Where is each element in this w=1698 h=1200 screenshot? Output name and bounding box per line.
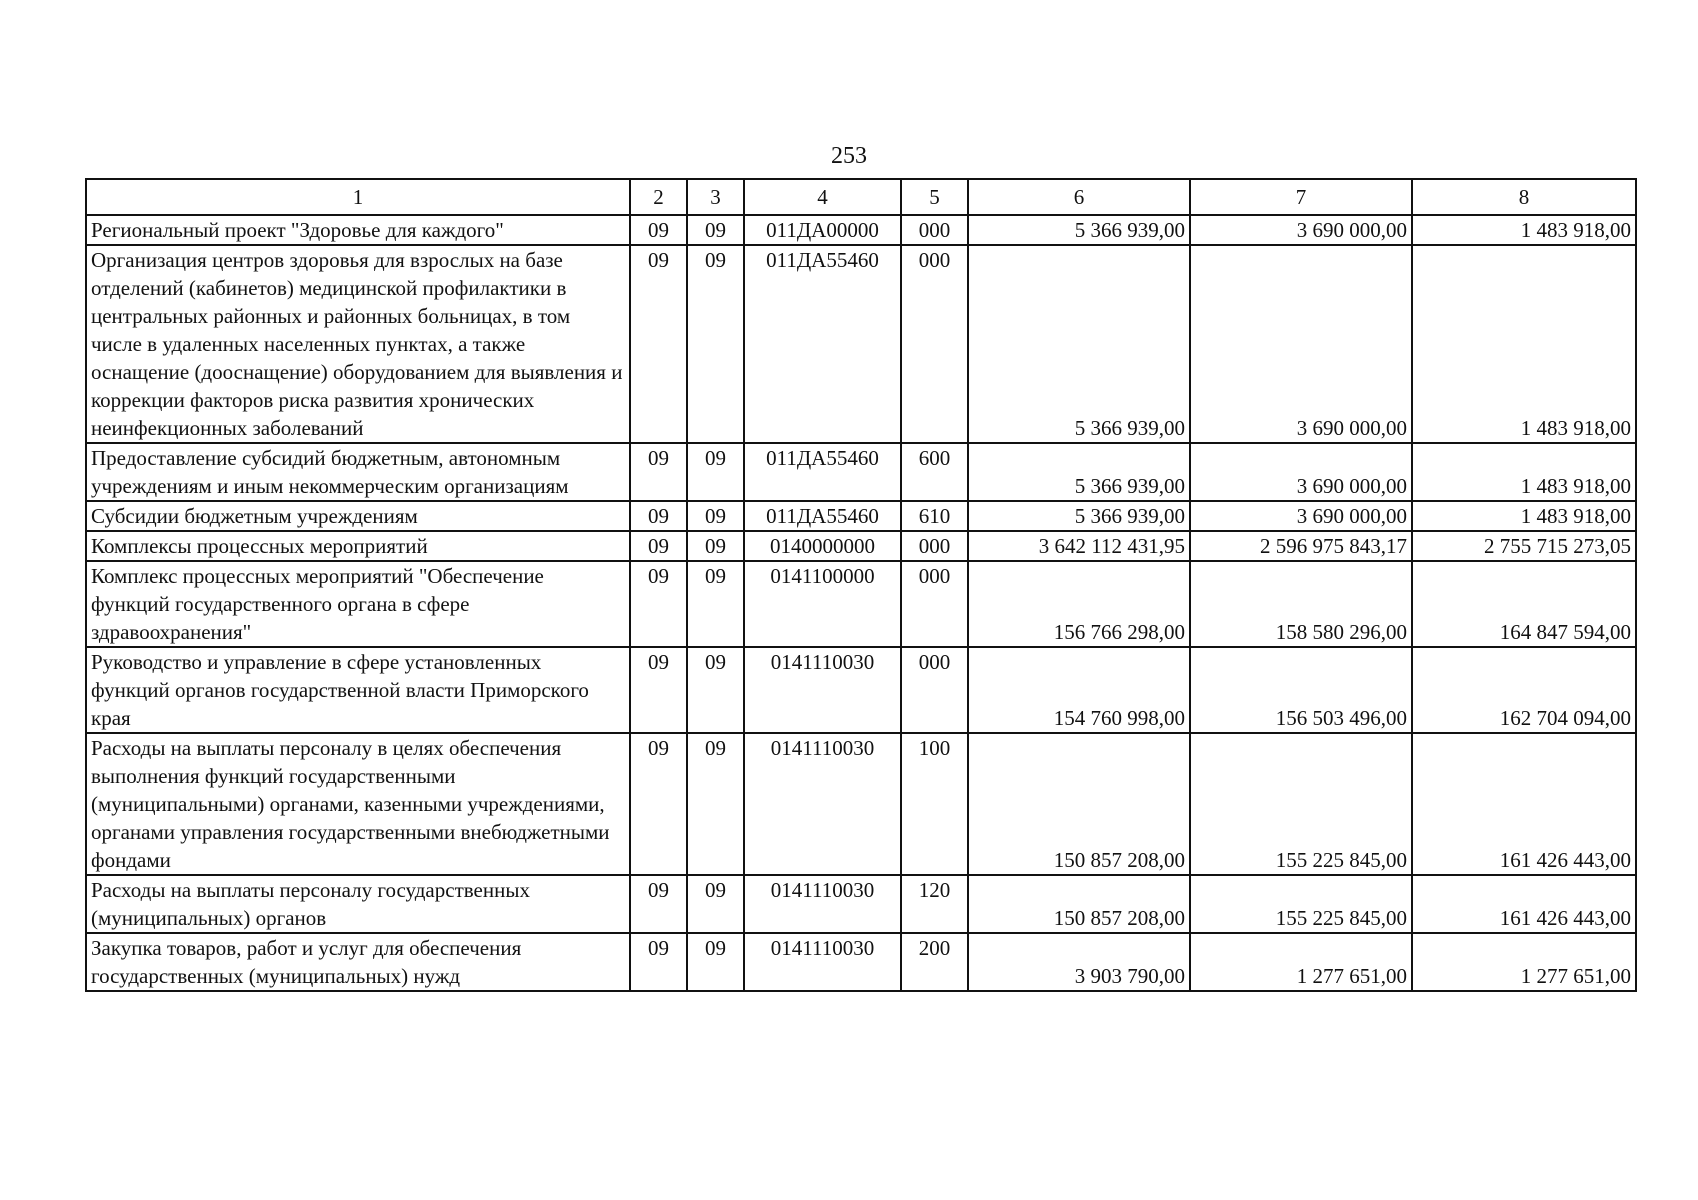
row-amount-7: 3 690 000,00 xyxy=(1190,443,1412,501)
row-section-code: 09 xyxy=(630,443,687,501)
table-row xyxy=(86,443,1636,501)
row-subsection-code: 09 xyxy=(687,215,744,245)
row-amount-8: 1 483 918,00 xyxy=(1412,443,1636,501)
row-target-code: 011ДА55460 xyxy=(744,443,901,501)
table-row xyxy=(86,875,1636,933)
col-header-7: 7 xyxy=(1190,179,1412,215)
table-row xyxy=(86,933,1636,991)
row-target-code: 0140000000 xyxy=(744,531,901,561)
row-subsection-code: 09 xyxy=(687,733,744,875)
row-amount-7: 3 690 000,00 xyxy=(1190,215,1412,245)
row-amount-7: 1 277 651,00 xyxy=(1190,933,1412,991)
row-amount-6: 3 903 790,00 xyxy=(968,933,1190,991)
row-section-code: 09 xyxy=(630,215,687,245)
row-section-code: 09 xyxy=(630,561,687,647)
table-row xyxy=(86,245,1636,443)
row-expense-type: 000 xyxy=(901,531,968,561)
row-target-code: 0141100000 xyxy=(744,561,901,647)
row-target-code: 0141110030 xyxy=(744,875,901,933)
row-subsection-code: 09 xyxy=(687,875,744,933)
row-section-code: 09 xyxy=(630,531,687,561)
row-amount-6: 5 366 939,00 xyxy=(968,215,1190,245)
row-name: Предоставление субсидий бюджетным, автономным учреждениям и иным некоммерческим организациям xyxy=(86,443,630,501)
row-target-code: 011ДА55460 xyxy=(744,501,901,531)
table-row xyxy=(86,531,1636,561)
row-amount-7: 155 225 845,00 xyxy=(1190,875,1412,933)
row-amount-7: 2 596 975 843,17 xyxy=(1190,531,1412,561)
row-amount-6: 5 366 939,00 xyxy=(968,501,1190,531)
row-target-code: 0141110030 xyxy=(744,933,901,991)
col-header-3: 3 xyxy=(687,179,744,215)
col-header-4: 4 xyxy=(744,179,901,215)
table-row xyxy=(86,501,1636,531)
row-expense-type: 000 xyxy=(901,245,968,443)
row-expense-type: 000 xyxy=(901,215,968,245)
row-amount-7: 155 225 845,00 xyxy=(1190,733,1412,875)
row-name: Комплекс процессных мероприятий "Обеспечение функций государственного органа в сфере здравоохранения" xyxy=(86,561,630,647)
row-amount-8: 1 277 651,00 xyxy=(1412,933,1636,991)
row-target-code: 011ДА55460 xyxy=(744,245,901,443)
row-subsection-code: 09 xyxy=(687,501,744,531)
col-header-2: 2 xyxy=(630,179,687,215)
row-amount-8: 162 704 094,00 xyxy=(1412,647,1636,733)
row-name: Закупка товаров, работ и услуг для обеспечения государственных (муниципальных) нужд xyxy=(86,933,630,991)
row-subsection-code: 09 xyxy=(687,647,744,733)
row-amount-6: 3 642 112 431,95 xyxy=(968,531,1190,561)
row-subsection-code: 09 xyxy=(687,443,744,501)
row-amount-6: 154 760 998,00 xyxy=(968,647,1190,733)
row-expense-type: 000 xyxy=(901,561,968,647)
row-expense-type: 120 xyxy=(901,875,968,933)
table-row xyxy=(86,733,1636,875)
row-expense-type: 610 xyxy=(901,501,968,531)
row-section-code: 09 xyxy=(630,933,687,991)
row-section-code: 09 xyxy=(630,501,687,531)
row-amount-8: 1 483 918,00 xyxy=(1412,501,1636,531)
row-subsection-code: 09 xyxy=(687,561,744,647)
row-expense-type: 100 xyxy=(901,733,968,875)
row-name: Субсидии бюджетным учреждениям xyxy=(86,501,630,531)
row-subsection-code: 09 xyxy=(687,531,744,561)
row-amount-8: 161 426 443,00 xyxy=(1412,733,1636,875)
row-section-code: 09 xyxy=(630,733,687,875)
col-header-8: 8 xyxy=(1412,179,1636,215)
row-amount-7: 158 580 296,00 xyxy=(1190,561,1412,647)
row-name: Комплексы процессных мероприятий xyxy=(86,531,630,561)
row-amount-7: 156 503 496,00 xyxy=(1190,647,1412,733)
row-section-code: 09 xyxy=(630,647,687,733)
col-header-1: 1 xyxy=(86,179,630,215)
row-amount-8: 164 847 594,00 xyxy=(1412,561,1636,647)
row-amount-7: 3 690 000,00 xyxy=(1190,501,1412,531)
col-header-5: 5 xyxy=(901,179,968,215)
row-name: Расходы на выплаты персоналу государственных (муниципальных) органов xyxy=(86,875,630,933)
row-name: Расходы на выплаты персоналу в целях обеспечения выполнения функций государственными (муниципальными) органами, казенными учреждениями, органами управления государственными внебюджетными фондами xyxy=(86,733,630,875)
row-section-code: 09 xyxy=(630,875,687,933)
row-amount-6: 150 857 208,00 xyxy=(968,733,1190,875)
header-row xyxy=(86,179,1636,215)
row-amount-8: 2 755 715 273,05 xyxy=(1412,531,1636,561)
page-number: 253 xyxy=(831,143,867,169)
budget-table xyxy=(85,178,1637,992)
col-header-6: 6 xyxy=(968,179,1190,215)
row-name: Организация центров здоровья для взрослых на базе отделений (кабинетов) медицинской профилактики в центральных районных и районных больницах, в том числе в удаленных населенных пунктах, а также оснащение (дооснащение) оборудованием для выявления и коррекции факторов риска развития хронических неинфекционных заболеваний xyxy=(86,245,630,443)
row-amount-6: 5 366 939,00 xyxy=(968,443,1190,501)
row-expense-type: 600 xyxy=(901,443,968,501)
row-expense-type: 000 xyxy=(901,647,968,733)
row-amount-8: 161 426 443,00 xyxy=(1412,875,1636,933)
row-section-code: 09 xyxy=(630,245,687,443)
row-amount-6: 150 857 208,00 xyxy=(968,875,1190,933)
row-amount-8: 1 483 918,00 xyxy=(1412,215,1636,245)
row-amount-8: 1 483 918,00 xyxy=(1412,245,1636,443)
table-row xyxy=(86,561,1636,647)
row-target-code: 011ДА00000 xyxy=(744,215,901,245)
row-name: Региональный проект "Здоровье для каждого" xyxy=(86,215,630,245)
table-row xyxy=(86,215,1636,245)
row-name: Руководство и управление в сфере установленных функций органов государственной власти Приморского края xyxy=(86,647,630,733)
row-expense-type: 200 xyxy=(901,933,968,991)
row-target-code: 0141110030 xyxy=(744,733,901,875)
row-subsection-code: 09 xyxy=(687,245,744,443)
row-amount-6: 156 766 298,00 xyxy=(968,561,1190,647)
row-amount-6: 5 366 939,00 xyxy=(968,245,1190,443)
row-target-code: 0141110030 xyxy=(744,647,901,733)
row-amount-7: 3 690 000,00 xyxy=(1190,245,1412,443)
row-subsection-code: 09 xyxy=(687,933,744,991)
table-row xyxy=(86,647,1636,733)
